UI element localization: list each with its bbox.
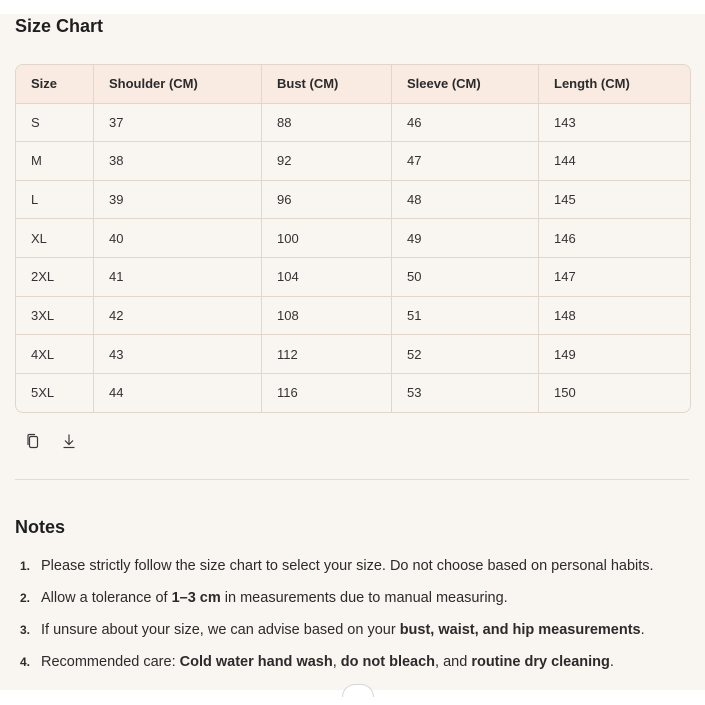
cell-bust: 116 bbox=[262, 373, 392, 412]
cell-size: 2XL bbox=[16, 258, 94, 297]
note-item bbox=[20, 650, 654, 682]
table-row bbox=[16, 258, 690, 297]
scroll-down-button[interactable] bbox=[342, 684, 374, 697]
cell-size: S bbox=[16, 103, 94, 142]
table-row bbox=[16, 103, 690, 142]
column-header-length: Length (CM) bbox=[539, 65, 691, 103]
column-header-size: Size bbox=[16, 65, 94, 103]
cell-length: 145 bbox=[539, 180, 691, 219]
note-item bbox=[20, 586, 654, 618]
note-fragment: Recommended care: bbox=[41, 654, 180, 670]
cell-size: M bbox=[16, 142, 94, 181]
cell-sleeve: 48 bbox=[392, 180, 539, 219]
cell-bust: 112 bbox=[262, 335, 392, 374]
note-emphasis: Cold water hand wash bbox=[179, 654, 333, 670]
note-number: 2. bbox=[20, 591, 31, 605]
note-fragment: Please strictly follow the size chart to select your size. Do not choose based on personal habits. bbox=[41, 558, 654, 574]
table-row bbox=[16, 219, 690, 258]
copy-icon[interactable] bbox=[24, 432, 42, 450]
note-fragment: . bbox=[609, 654, 614, 670]
note-fragment: If unsure about your size, we can advise based on your bbox=[41, 622, 400, 638]
note-fragment: , and bbox=[435, 654, 472, 670]
table-row bbox=[16, 142, 690, 181]
note-fragment: , bbox=[332, 654, 341, 670]
cell-sleeve: 53 bbox=[392, 373, 539, 412]
table-row bbox=[16, 296, 690, 335]
cell-bust: 104 bbox=[262, 258, 392, 297]
notes-title: Notes bbox=[15, 517, 66, 537]
note-emphasis: do not bleach bbox=[340, 654, 436, 670]
cell-length: 147 bbox=[539, 258, 691, 297]
cell-shoulder: 41 bbox=[94, 258, 262, 297]
note-emphasis: 1–3 cm bbox=[171, 590, 221, 606]
cell-sleeve: 49 bbox=[392, 219, 539, 258]
cell-bust: 96 bbox=[262, 180, 392, 219]
cell-bust: 92 bbox=[262, 142, 392, 181]
cell-size: XL bbox=[16, 219, 94, 258]
notes-list bbox=[20, 554, 654, 682]
cell-length: 143 bbox=[539, 103, 691, 142]
note-number: 3. bbox=[20, 623, 31, 637]
cell-sleeve: 51 bbox=[392, 296, 539, 335]
note-text bbox=[41, 618, 645, 650]
cell-shoulder: 43 bbox=[94, 335, 262, 374]
table-row bbox=[16, 373, 690, 412]
cell-size: 5XL bbox=[16, 373, 94, 412]
cell-size: 4XL bbox=[16, 335, 94, 374]
note-emphasis: routine dry cleaning bbox=[471, 654, 610, 670]
cell-shoulder: 39 bbox=[94, 180, 262, 219]
note-fragment: in measurements due to manual measuring. bbox=[220, 590, 508, 606]
content-panel bbox=[0, 14, 705, 690]
table-row bbox=[16, 180, 690, 219]
table-actions bbox=[24, 432, 78, 450]
page-title: Size Chart bbox=[15, 16, 104, 36]
note-number: 1. bbox=[20, 559, 31, 573]
cell-sleeve: 46 bbox=[392, 103, 539, 142]
cell-shoulder: 44 bbox=[94, 373, 262, 412]
cell-shoulder: 42 bbox=[94, 296, 262, 335]
note-fragment: Allow a tolerance of bbox=[41, 590, 172, 606]
cell-length: 150 bbox=[554, 385, 576, 401]
note-text bbox=[41, 650, 614, 682]
cell-length: 144 bbox=[539, 142, 691, 181]
cell-bust: 108 bbox=[262, 296, 392, 335]
column-header-bust: Bust (CM) bbox=[262, 65, 392, 103]
column-header-shoulder: Shoulder (CM) bbox=[94, 65, 262, 103]
cell-shoulder: 37 bbox=[94, 103, 262, 142]
cell-sleeve: 52 bbox=[392, 335, 539, 374]
note-text bbox=[41, 586, 508, 618]
cell-bust: 100 bbox=[262, 219, 392, 258]
cell-sleeve: 50 bbox=[392, 258, 539, 297]
cell-bust: 88 bbox=[262, 103, 392, 142]
cell-length: 146 bbox=[539, 219, 691, 258]
note-text bbox=[41, 554, 654, 586]
note-number: 4. bbox=[20, 655, 31, 669]
cell-length: 149 bbox=[539, 335, 691, 374]
cell-size: 3XL bbox=[16, 296, 94, 335]
cell-size: L bbox=[16, 180, 94, 219]
column-header-sleeve: Sleeve (CM) bbox=[392, 65, 539, 103]
cell-shoulder: 40 bbox=[94, 219, 262, 258]
cell-shoulder: 38 bbox=[94, 142, 262, 181]
size-chart-table bbox=[15, 64, 691, 413]
cell-sleeve: 47 bbox=[392, 142, 539, 181]
section-divider bbox=[15, 479, 689, 480]
note-emphasis: bust, waist, and hip measurements bbox=[399, 622, 641, 638]
cell-length: 148 bbox=[539, 296, 691, 335]
note-item bbox=[20, 554, 654, 586]
table-header-row bbox=[16, 65, 690, 103]
note-fragment: . bbox=[640, 622, 645, 638]
table-row bbox=[16, 335, 690, 374]
note-item bbox=[20, 618, 654, 650]
download-icon[interactable] bbox=[60, 432, 78, 450]
